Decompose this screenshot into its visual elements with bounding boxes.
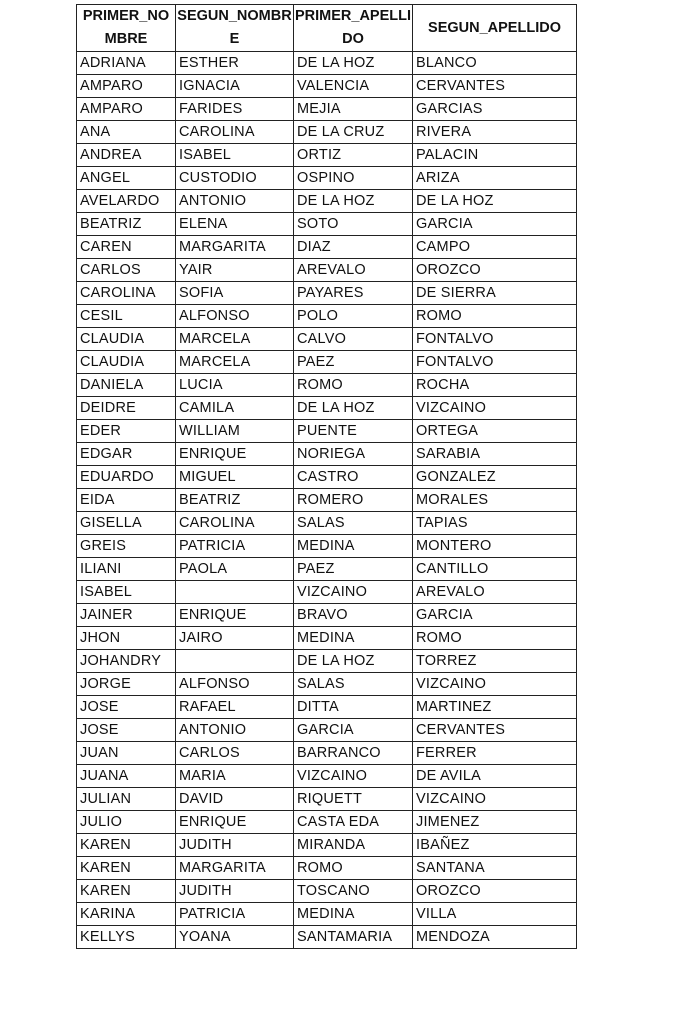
cell-segun-nombre: MARCELA [176, 351, 294, 374]
cell-primer-nombre: KAREN [77, 834, 176, 857]
cell-primer-nombre: ISABEL [77, 581, 176, 604]
table-row [77, 581, 577, 604]
table-row [77, 420, 577, 443]
cell-segun-apellido: RIVERA [413, 121, 577, 144]
cell-primer-nombre: AVELARDO [77, 190, 176, 213]
cell-segun-apellido: CERVANTES [413, 75, 577, 98]
table-row [77, 512, 577, 535]
cell-primer-apellido: SANTAMARIA [294, 926, 413, 949]
table-row [77, 673, 577, 696]
cell-segun-nombre: ALFONSO [176, 673, 294, 696]
header-primer-nombre: PRIMER_NOMBRE [77, 5, 176, 52]
cell-primer-apellido: SALAS [294, 512, 413, 535]
cell-segun-nombre: ISABEL [176, 144, 294, 167]
cell-segun-nombre: ENRIQUE [176, 811, 294, 834]
cell-primer-apellido: PAYARES [294, 282, 413, 305]
cell-primer-apellido: MIRANDA [294, 834, 413, 857]
cell-segun-apellido: DE SIERRA [413, 282, 577, 305]
cell-primer-nombre: EDER [77, 420, 176, 443]
table-row [77, 121, 577, 144]
table-body [77, 52, 577, 949]
cell-primer-nombre: KELLYS [77, 926, 176, 949]
cell-primer-nombre: EDUARDO [77, 466, 176, 489]
header-segun-nombre: SEGUN_NOMBRE [176, 5, 294, 52]
table-row [77, 190, 577, 213]
cell-primer-nombre: KAREN [77, 857, 176, 880]
cell-primer-apellido: ORTIZ [294, 144, 413, 167]
cell-segun-apellido: ROMO [413, 627, 577, 650]
cell-segun-apellido: FONTALVO [413, 351, 577, 374]
cell-primer-apellido: ROMO [294, 374, 413, 397]
table-row [77, 213, 577, 236]
cell-primer-apellido: GARCIA [294, 719, 413, 742]
cell-primer-nombre: DANIELA [77, 374, 176, 397]
cell-segun-nombre: JUDITH [176, 880, 294, 903]
table-row [77, 903, 577, 926]
table-row [77, 811, 577, 834]
table-row [77, 696, 577, 719]
cell-segun-apellido: CERVANTES [413, 719, 577, 742]
cell-segun-apellido: VILLA [413, 903, 577, 926]
cell-primer-nombre: JORGE [77, 673, 176, 696]
cell-primer-apellido: MEJIA [294, 98, 413, 121]
table-row [77, 788, 577, 811]
cell-primer-nombre: ADRIANA [77, 52, 176, 75]
cell-segun-nombre: JAIRO [176, 627, 294, 650]
cell-primer-apellido: DE LA HOZ [294, 190, 413, 213]
table-row [77, 167, 577, 190]
cell-segun-apellido: MENDOZA [413, 926, 577, 949]
cell-primer-apellido: MEDINA [294, 627, 413, 650]
cell-segun-apellido: TORREZ [413, 650, 577, 673]
cell-primer-nombre: BEATRIZ [77, 213, 176, 236]
cell-segun-apellido: ROMO [413, 305, 577, 328]
cell-primer-apellido: PUENTE [294, 420, 413, 443]
cell-segun-apellido: VIZCAINO [413, 673, 577, 696]
cell-primer-apellido: DE LA HOZ [294, 397, 413, 420]
table-row [77, 282, 577, 305]
table-row [77, 880, 577, 903]
cell-segun-nombre: IGNACIA [176, 75, 294, 98]
cell-segun-nombre: BEATRIZ [176, 489, 294, 512]
cell-primer-apellido: SOTO [294, 213, 413, 236]
cell-primer-nombre: JAINER [77, 604, 176, 627]
cell-primer-apellido: VALENCIA [294, 75, 413, 98]
cell-segun-apellido: MORALES [413, 489, 577, 512]
table-row [77, 374, 577, 397]
cell-primer-apellido: TOSCANO [294, 880, 413, 903]
cell-primer-nombre: JULIO [77, 811, 176, 834]
cell-segun-nombre: CUSTODIO [176, 167, 294, 190]
cell-segun-nombre: MARCELA [176, 328, 294, 351]
cell-primer-apellido: OSPINO [294, 167, 413, 190]
cell-segun-apellido: SANTANA [413, 857, 577, 880]
table-row [77, 466, 577, 489]
cell-segun-nombre: CAROLINA [176, 512, 294, 535]
cell-segun-nombre: PAOLA [176, 558, 294, 581]
cell-primer-nombre: JOSE [77, 719, 176, 742]
cell-primer-nombre: KARINA [77, 903, 176, 926]
table-row [77, 489, 577, 512]
cell-segun-apellido: VIZCAINO [413, 397, 577, 420]
cell-segun-apellido: ORTEGA [413, 420, 577, 443]
cell-segun-nombre: CARLOS [176, 742, 294, 765]
cell-primer-nombre: CAREN [77, 236, 176, 259]
cell-segun-nombre: MARIA [176, 765, 294, 788]
cell-segun-nombre: ANTONIO [176, 190, 294, 213]
cell-primer-apellido: MEDINA [294, 535, 413, 558]
cell-segun-nombre: MARGARITA [176, 236, 294, 259]
cell-primer-apellido: BRAVO [294, 604, 413, 627]
cell-primer-nombre: CARLOS [77, 259, 176, 282]
table-row [77, 857, 577, 880]
cell-segun-apellido: GARCIA [413, 213, 577, 236]
cell-segun-apellido: ROCHA [413, 374, 577, 397]
table-row [77, 604, 577, 627]
cell-primer-nombre: GISELLA [77, 512, 176, 535]
cell-segun-apellido: GARCIA [413, 604, 577, 627]
cell-segun-nombre: DAVID [176, 788, 294, 811]
cell-segun-nombre: PATRICIA [176, 535, 294, 558]
cell-segun-nombre [176, 650, 294, 673]
cell-primer-apellido: VIZCAINO [294, 581, 413, 604]
table-row [77, 535, 577, 558]
cell-primer-apellido: DITTA [294, 696, 413, 719]
cell-primer-nombre: ANGEL [77, 167, 176, 190]
cell-primer-apellido: DE LA HOZ [294, 650, 413, 673]
cell-segun-apellido: GARCIAS [413, 98, 577, 121]
cell-segun-nombre: LUCIA [176, 374, 294, 397]
cell-primer-apellido: MEDINA [294, 903, 413, 926]
cell-segun-apellido: OROZCO [413, 880, 577, 903]
cell-primer-nombre: GREIS [77, 535, 176, 558]
cell-primer-apellido: DE LA HOZ [294, 52, 413, 75]
cell-primer-nombre: ILIANI [77, 558, 176, 581]
cell-segun-nombre: CAMILA [176, 397, 294, 420]
table-row [77, 351, 577, 374]
cell-segun-apellido: DE LA HOZ [413, 190, 577, 213]
cell-primer-nombre: DEIDRE [77, 397, 176, 420]
cell-primer-nombre: JHON [77, 627, 176, 650]
table-row [77, 742, 577, 765]
cell-primer-apellido: DIAZ [294, 236, 413, 259]
table-row [77, 765, 577, 788]
cell-segun-nombre [176, 581, 294, 604]
names-table [76, 4, 577, 949]
cell-segun-apellido: VIZCAINO [413, 788, 577, 811]
table-row [77, 144, 577, 167]
cell-primer-apellido: AREVALO [294, 259, 413, 282]
cell-primer-apellido: VIZCAINO [294, 765, 413, 788]
cell-primer-nombre: CESIL [77, 305, 176, 328]
cell-segun-apellido: JIMENEZ [413, 811, 577, 834]
table-row [77, 305, 577, 328]
cell-segun-nombre: MIGUEL [176, 466, 294, 489]
cell-primer-apellido: CASTRO [294, 466, 413, 489]
cell-primer-apellido: DE LA CRUZ [294, 121, 413, 144]
cell-primer-apellido: PAEZ [294, 351, 413, 374]
cell-primer-apellido: RIQUETT [294, 788, 413, 811]
cell-segun-apellido: CANTILLO [413, 558, 577, 581]
cell-primer-nombre: CLAUDIA [77, 351, 176, 374]
cell-primer-apellido: SALAS [294, 673, 413, 696]
table-row [77, 98, 577, 121]
cell-segun-nombre: ELENA [176, 213, 294, 236]
cell-primer-nombre: JUAN [77, 742, 176, 765]
cell-segun-nombre: JUDITH [176, 834, 294, 857]
cell-segun-apellido: BLANCO [413, 52, 577, 75]
cell-primer-nombre: KAREN [77, 880, 176, 903]
cell-segun-nombre: ENRIQUE [176, 604, 294, 627]
cell-segun-nombre: SOFIA [176, 282, 294, 305]
cell-segun-nombre: ANTONIO [176, 719, 294, 742]
cell-segun-nombre: YAIR [176, 259, 294, 282]
cell-primer-nombre: JOHANDRY [77, 650, 176, 673]
cell-primer-apellido: BARRANCO [294, 742, 413, 765]
cell-segun-nombre: ENRIQUE [176, 443, 294, 466]
cell-segun-nombre: CAROLINA [176, 121, 294, 144]
cell-segun-nombre: WILLIAM [176, 420, 294, 443]
cell-segun-apellido: MARTINEZ [413, 696, 577, 719]
cell-primer-nombre: AMPARO [77, 75, 176, 98]
cell-segun-nombre: ESTHER [176, 52, 294, 75]
cell-segun-nombre: PATRICIA [176, 903, 294, 926]
table-row [77, 328, 577, 351]
header-primer-apellido: PRIMER_APELLIDO [294, 5, 413, 52]
cell-segun-apellido: SARABIA [413, 443, 577, 466]
cell-primer-nombre: EIDA [77, 489, 176, 512]
cell-segun-apellido: OROZCO [413, 259, 577, 282]
table-header [77, 5, 577, 52]
cell-segun-apellido: ARIZA [413, 167, 577, 190]
cell-primer-nombre: ANA [77, 121, 176, 144]
cell-segun-apellido: MONTERO [413, 535, 577, 558]
cell-segun-apellido: GONZALEZ [413, 466, 577, 489]
cell-primer-nombre: JULIAN [77, 788, 176, 811]
table-row [77, 236, 577, 259]
cell-primer-apellido: PAEZ [294, 558, 413, 581]
cell-segun-nombre: MARGARITA [176, 857, 294, 880]
cell-segun-nombre: RAFAEL [176, 696, 294, 719]
cell-segun-nombre: ALFONSO [176, 305, 294, 328]
cell-segun-apellido: IBAÑEZ [413, 834, 577, 857]
cell-primer-nombre: EDGAR [77, 443, 176, 466]
cell-primer-nombre: CLAUDIA [77, 328, 176, 351]
cell-primer-nombre: ANDREA [77, 144, 176, 167]
table-row [77, 52, 577, 75]
table-row [77, 75, 577, 98]
table-row [77, 719, 577, 742]
cell-segun-apellido: TAPIAS [413, 512, 577, 535]
cell-primer-nombre: JUANA [77, 765, 176, 788]
cell-primer-nombre: AMPARO [77, 98, 176, 121]
table-row [77, 259, 577, 282]
cell-segun-nombre: YOANA [176, 926, 294, 949]
header-segun-apellido: SEGUN_APELLIDO [413, 5, 577, 52]
table-row [77, 443, 577, 466]
cell-primer-apellido: ROMO [294, 857, 413, 880]
table-row [77, 834, 577, 857]
cell-primer-apellido: NORIEGA [294, 443, 413, 466]
cell-primer-apellido: ROMERO [294, 489, 413, 512]
table-row [77, 558, 577, 581]
cell-segun-apellido: DE AVILA [413, 765, 577, 788]
cell-primer-nombre: JOSE [77, 696, 176, 719]
cell-segun-apellido: PALACIN [413, 144, 577, 167]
cell-primer-apellido: CASTA EDA [294, 811, 413, 834]
cell-segun-apellido: FONTALVO [413, 328, 577, 351]
cell-segun-nombre: FARIDES [176, 98, 294, 121]
cell-primer-apellido: POLO [294, 305, 413, 328]
cell-segun-apellido: FERRER [413, 742, 577, 765]
table-row [77, 926, 577, 949]
cell-segun-apellido: AREVALO [413, 581, 577, 604]
cell-segun-apellido: CAMPO [413, 236, 577, 259]
header-row [77, 5, 577, 52]
cell-primer-apellido: CALVO [294, 328, 413, 351]
cell-primer-nombre: CAROLINA [77, 282, 176, 305]
table-row [77, 397, 577, 420]
table-row [77, 627, 577, 650]
table-row [77, 650, 577, 673]
